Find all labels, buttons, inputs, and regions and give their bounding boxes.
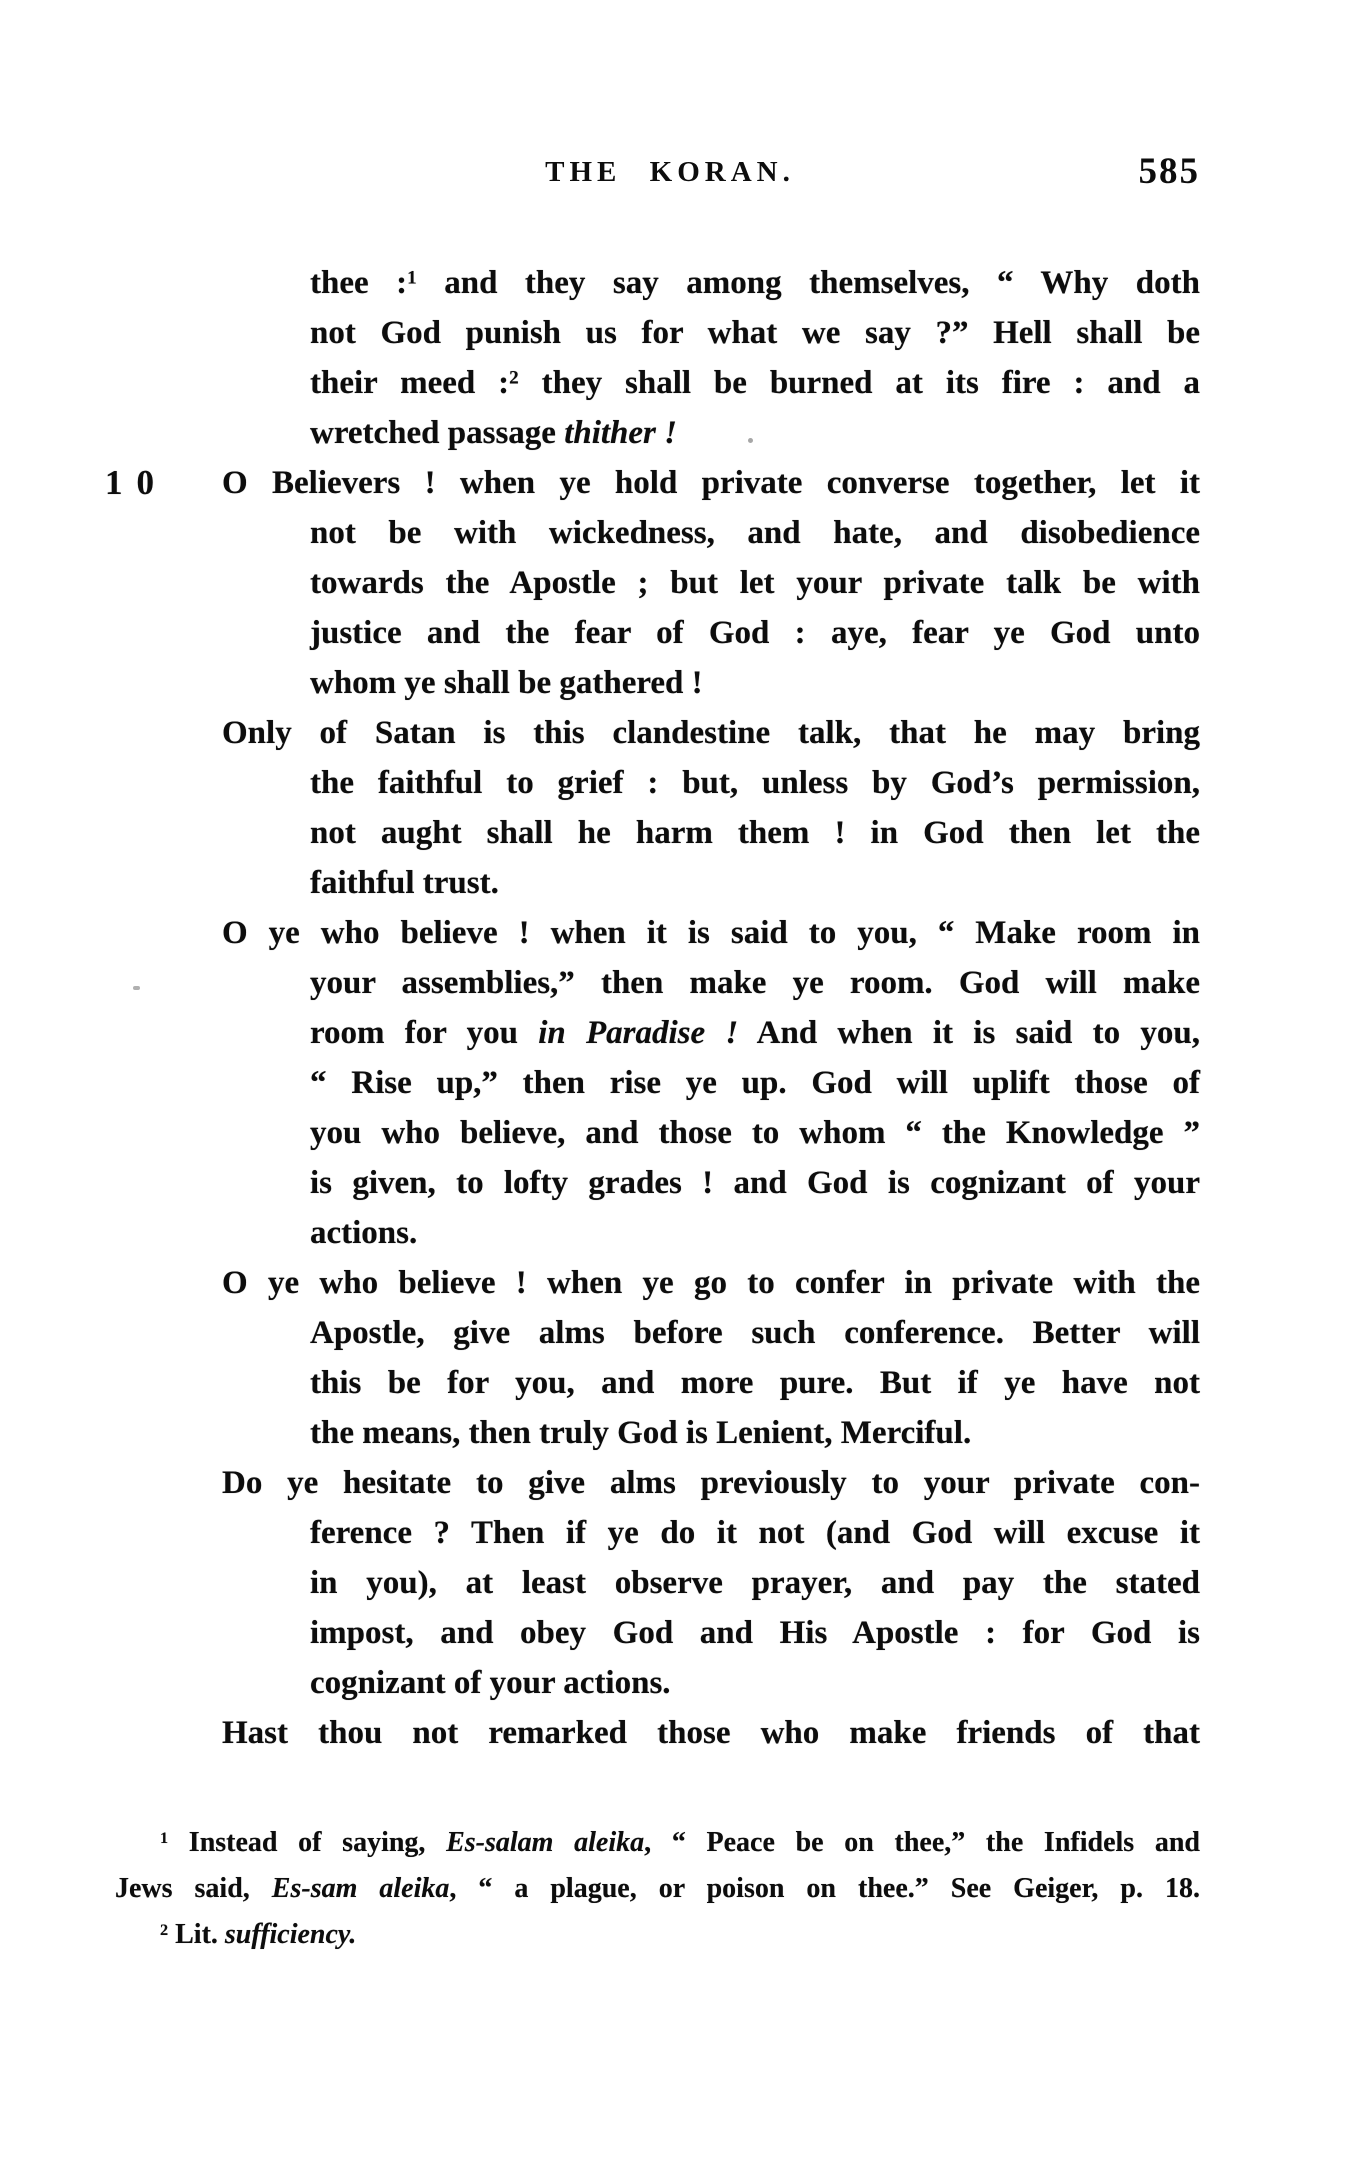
text-line: whom ye shall be gathered ! [310,665,703,701]
text-line: this be for you, and more pure. But if ye have not [310,1365,1200,1401]
verse-paragraph [222,708,1200,908]
footnote [115,1820,1200,1912]
text-line: cognizant of your actions. [310,1665,671,1701]
verse-number: 10 [105,463,168,502]
text-line: justice and the fear of God : aye, fear ye God unto [310,615,1200,651]
text-line: Do ye hesitate to give alms previously to your private con- [222,1465,1200,1501]
text-line: actions. [310,1215,418,1251]
text-line: the faithful to grief : but, unless by God’s permission, [310,765,1200,801]
scan-artifact-speck [748,438,753,443]
footnote-line: Jews said, Es-sam aleika, “ a plague, or poison on thee.” See Geiger, p. 18. [115,1873,1200,1904]
footnotes-section [115,1820,1200,1958]
verse-paragraph [222,908,1200,1258]
verse-paragraph [222,1458,1200,1708]
verse-paragraph [222,1258,1200,1458]
text-line: thee :$^1$ and they say among themselves, “ Why doth [310,265,1200,301]
text-line: the means, then truly God is Lenient, Merciful. [310,1415,972,1451]
footnote-line: $^1$ Instead of saying, Es-salam aleika, “ Peace be on thee,” the Infidels and [160,1827,1201,1858]
text-line: not be with wickedness, and hate, and disobedience [310,515,1200,551]
text-line: their meed :$^2$ they shall be burned at its fire : and a [310,365,1200,401]
text-line: towards the Apostle ; but let your private talk be with [310,565,1200,601]
text-line: impost, and obey God and His Apostle : for God is [310,1615,1200,1651]
page-number: 585 [1138,151,1200,192]
text-line: “ Rise up,” then rise ye up. God will uplift those of [310,1065,1200,1101]
scan-artifact-speck [133,986,140,990]
verse-paragraph [222,258,1200,458]
text-line: in you), at least observe prayer, and pay the stated [310,1565,1200,1601]
header-title: THE KORAN. [545,156,795,188]
text-line: Apostle, give alms before such conference. Better will [310,1315,1200,1351]
text-line: O ye who believe ! when it is said to you, “ Make room in [222,915,1200,951]
footnote [115,1912,1200,1958]
text-line: Hast thou not remarked those who make friends of that [222,1715,1200,1751]
text-line: faithful trust. [310,865,499,901]
text-line: is given, to lofty grades ! and God is cognizant of your [310,1165,1200,1201]
verse-paragraph [105,458,1200,708]
verse-paragraph [222,1708,1200,1758]
text-line: you who believe, and those to whom “ the Knowledge ” [310,1115,1200,1151]
text-line: not God punish us for what we say ?” Hell shall be [310,315,1200,351]
text-line: O Believers ! when ye hold private converse together, let it [222,465,1200,501]
body-text [105,258,1200,1758]
text-line: Only of Satan is this clandestine talk, that he may bring [222,715,1200,751]
text-line: your assemblies,” then make ye room. God will make [310,965,1200,1001]
text-line: O ye who believe ! when ye go to confer in private with the [222,1265,1200,1301]
text-line: wretched passage thither ! [310,415,677,451]
text-line: ference ? Then if ye do it not (and God will excuse it [310,1515,1200,1551]
text-line: not aught shall he harm them ! in God then let the [310,815,1200,851]
text-line: room for you in Paradise ! And when it is said to you, [310,1015,1200,1051]
footnote-line: $^2$ Lit. sufficiency. [160,1919,357,1950]
